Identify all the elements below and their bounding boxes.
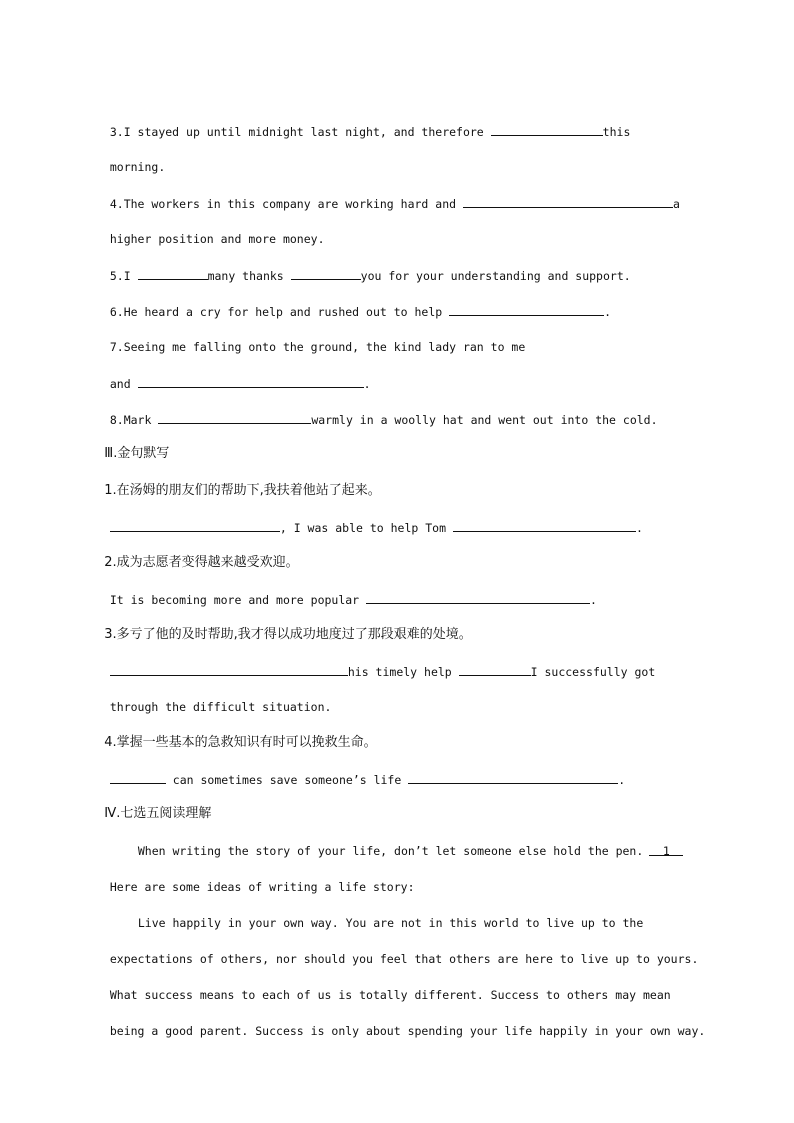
answer-blank[interactable] — [110, 771, 166, 784]
sentence-2-en-text: It is becoming more and more popular — [109, 593, 367, 607]
question-7-line-2 — [96, 359, 714, 392]
passage-text: What success means to each of us is totally different. Success to others may mean — [109, 988, 671, 1002]
question-4-continuation: higher position and more money. — [109, 232, 325, 246]
answer-blank[interactable] — [491, 123, 603, 136]
sentence-4-chinese — [96, 719, 714, 751]
question-7-line-1 — [96, 323, 714, 355]
question-6-text: 6.He heard a cry for help and rushed out to help — [109, 305, 450, 319]
sentence-3-en-text-b: I successfully got — [530, 665, 656, 679]
question-4-text-end: a — [672, 197, 680, 211]
question-6 — [96, 287, 714, 320]
question-5-text-b: many thanks — [207, 269, 291, 283]
passage-paragraph-1-line-1 — [124, 827, 714, 859]
answer-blank[interactable] — [110, 663, 348, 676]
sentence-1-chinese — [96, 467, 714, 499]
passage-text: being a good parent. Success is only about spending your life happily in your own way. — [109, 1024, 706, 1038]
question-4-line-2 — [96, 215, 714, 247]
answer-blank[interactable] — [408, 771, 618, 784]
question-7-period: . — [363, 377, 371, 391]
passage-paragraph-2-line-2 — [96, 935, 714, 967]
section-3-heading-text: Ⅲ.金句默写 — [104, 446, 170, 461]
question-7-and: and — [109, 377, 138, 391]
sentence-3-chinese — [96, 611, 714, 643]
question-8 — [96, 395, 714, 428]
section-4-heading-text: Ⅳ.七选五阅读理解 — [104, 806, 212, 821]
sentence-4-en-text: can sometimes save someone’s life — [165, 773, 409, 787]
question-3-continuation: morning. — [109, 160, 166, 174]
sentence-4-english — [96, 755, 714, 788]
sentence-1-period: . — [635, 521, 643, 535]
passage-paragraph-2-line-3 — [96, 971, 714, 1003]
sentence-3-english-line-1 — [96, 647, 714, 680]
answer-blank[interactable] — [291, 267, 361, 280]
question-3-text-end: this — [602, 125, 631, 139]
sentence-1-cn-text: 1.在汤姆的朋友们的帮助下,我扶着他站了起来。 — [104, 483, 381, 498]
question-5-text-c: you for your understanding and support. — [360, 269, 631, 283]
answer-blank[interactable] — [138, 375, 364, 388]
question-3-text: 3.I stayed up until midnight last night, and therefore — [109, 125, 491, 139]
sentence-2-period: . — [590, 593, 597, 607]
question-5 — [96, 251, 714, 284]
sentence-4-cn-text: 4.掌握一些基本的急救知识有时可以挽救生命。 — [104, 735, 377, 750]
question-4-line-1 — [96, 179, 714, 212]
question-7-text: 7.Seeing me falling onto the ground, the kind lady ran to me — [109, 340, 526, 354]
sentence-1-en-text: , I was able to help Tom — [279, 521, 453, 535]
answer-blank[interactable] — [138, 267, 208, 280]
question-8-text-a: 8.Mark — [109, 413, 159, 427]
sentence-3-en-continuation: through the difficult situation. — [109, 700, 332, 714]
sentence-3-cn-text: 3.多亏了他的及时帮助,我才得以成功地度过了那段艰难的处境。 — [104, 627, 472, 642]
question-3-line-1 — [96, 107, 714, 140]
passage-text: When writing the story of your life, don’t let someone else hold the pen. — [137, 844, 644, 858]
sentence-2-cn-text: 2.成为志愿者变得越来越受欢迎。 — [104, 555, 299, 570]
passage-text: Here are some ideas of writing a life story: — [109, 880, 415, 894]
answer-blank[interactable] — [453, 519, 636, 532]
sentence-3-en-text-a: his timely help — [347, 665, 459, 679]
passage-paragraph-2-line-4 — [96, 1007, 714, 1039]
passage-paragraph-1-line-2 — [96, 863, 714, 895]
answer-blank[interactable] — [366, 591, 590, 604]
answer-blank[interactable] — [449, 303, 604, 316]
passage-text: Live happily in your own way. You are not in this world to live up to the — [137, 916, 644, 930]
sentence-1-english — [96, 503, 714, 536]
answer-blank[interactable] — [463, 195, 673, 208]
sentence-3-english-line-2 — [96, 683, 714, 715]
question-1-blank[interactable] — [649, 843, 683, 856]
question-5-text-a: 5.I — [109, 269, 138, 283]
sentence-2-chinese — [96, 539, 714, 571]
answer-blank[interactable] — [110, 519, 280, 532]
question-4-text: 4.The workers in this company are working hard and — [109, 197, 463, 211]
section-3-heading — [96, 430, 714, 462]
question-6-period: . — [604, 305, 612, 319]
question-3-line-2 — [96, 143, 714, 175]
section-4-heading — [96, 790, 714, 822]
answer-blank[interactable] — [158, 411, 311, 424]
question-8-text-b: warmly in a woolly hat and went out into the cold. — [311, 413, 658, 427]
sentence-4-period: . — [618, 773, 626, 787]
passage-text: expectations of others, nor should you feel that others are here to live up to yours. — [109, 952, 699, 966]
sentence-2-english — [96, 575, 714, 608]
passage-paragraph-2-line-1 — [124, 899, 644, 931]
answer-blank[interactable] — [459, 663, 531, 676]
question-1-number: 1 — [662, 844, 670, 858]
